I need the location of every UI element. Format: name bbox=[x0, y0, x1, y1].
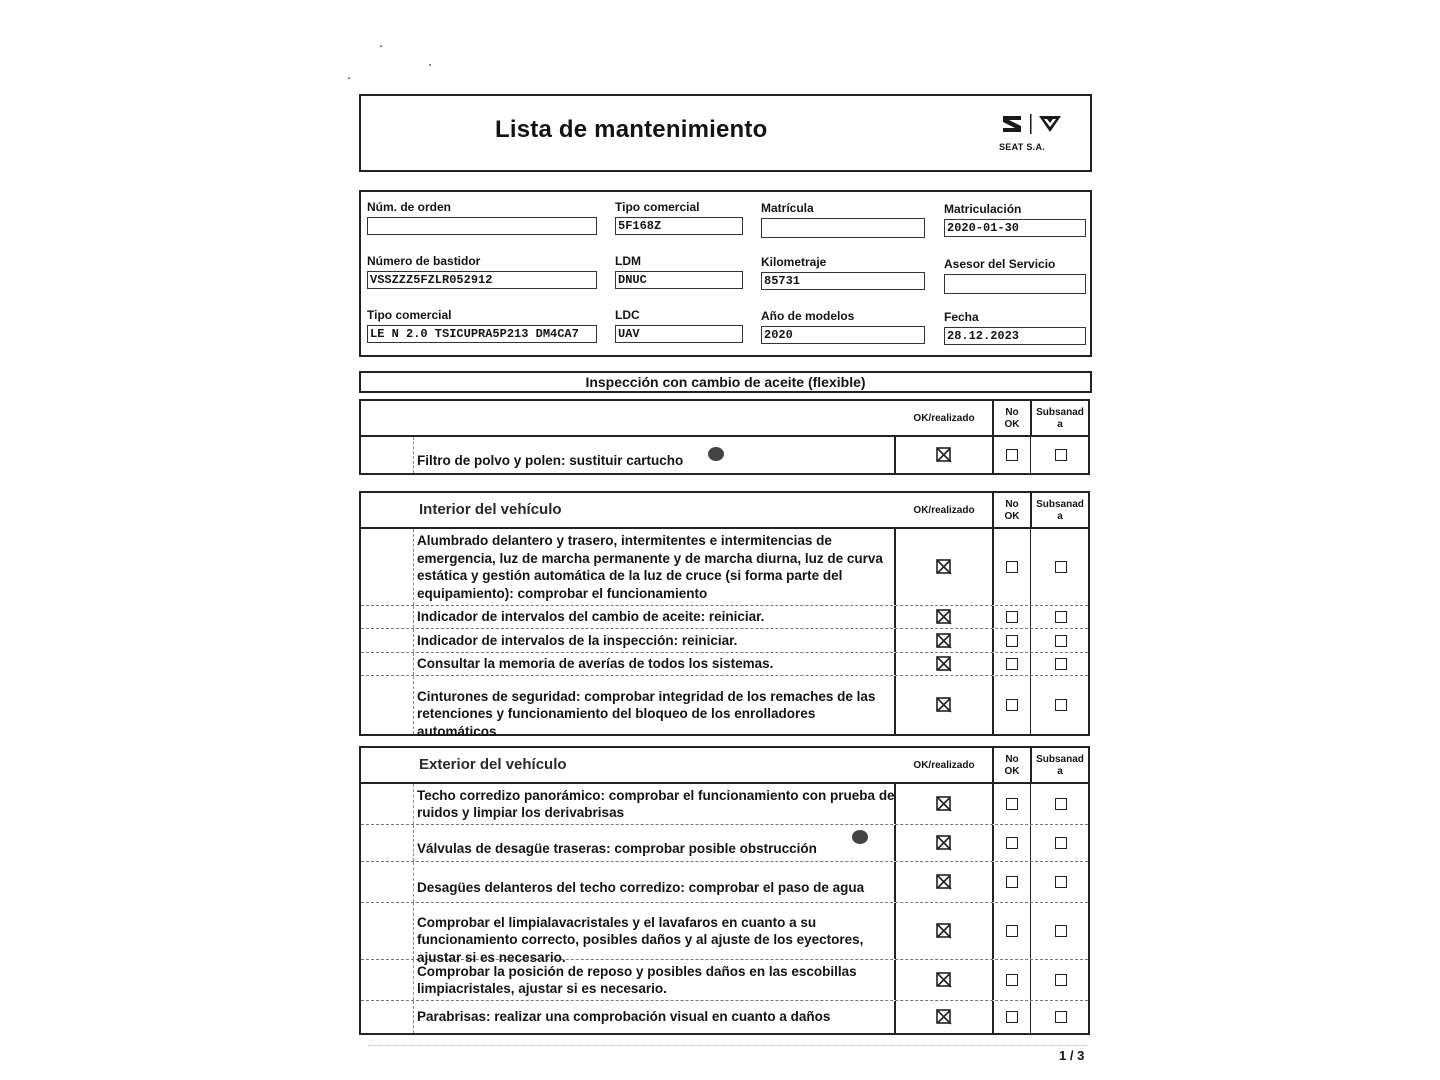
column-divider bbox=[992, 529, 994, 605]
checklist-row bbox=[361, 529, 1088, 606]
not-ok-checkbox[interactable] bbox=[1006, 1011, 1018, 1023]
ok-checkbox-checked[interactable] bbox=[935, 446, 953, 464]
col-not-ok-header: No OK bbox=[1004, 499, 1020, 522]
fixed-checkbox[interactable] bbox=[1055, 658, 1067, 670]
date-label: Fecha bbox=[944, 310, 979, 324]
section-header bbox=[361, 748, 1088, 784]
rows-container bbox=[361, 529, 1088, 739]
header-divider bbox=[1030, 493, 1032, 527]
column-divider bbox=[1030, 676, 1031, 734]
not-ok-checkbox[interactable] bbox=[1006, 876, 1018, 888]
checklist-row bbox=[361, 862, 1088, 903]
section-title: Exterior del vehículo bbox=[419, 756, 567, 773]
column-divider bbox=[992, 629, 994, 652]
commercial-type-value[interactable]: LE N 2.0 TSICUPRA5P213 DM4CA7 bbox=[367, 325, 597, 343]
column-divider bbox=[1030, 437, 1031, 473]
column-divider bbox=[992, 903, 994, 959]
exterior-section bbox=[359, 746, 1090, 1035]
model-year-label: Año de modelos bbox=[761, 309, 855, 323]
column-divider bbox=[413, 903, 415, 959]
fixed-checkbox[interactable] bbox=[1055, 561, 1067, 573]
not-ok-checkbox[interactable] bbox=[1006, 611, 1018, 623]
column-divider bbox=[1030, 1001, 1031, 1033]
ok-checkbox-checked[interactable] bbox=[935, 558, 953, 576]
not-ok-checkbox[interactable] bbox=[1006, 658, 1018, 670]
mileage-field bbox=[761, 255, 925, 290]
checklist-row bbox=[361, 629, 1088, 653]
ldc-value[interactable]: UAV bbox=[615, 325, 743, 343]
ok-checkbox-checked[interactable] bbox=[935, 1008, 953, 1026]
column-divider bbox=[1030, 653, 1031, 675]
checklist-item-text: Comprobar la posición de reposo y posibles daños en las escobillas limpiacristales, ajustar si es necesario. bbox=[417, 963, 857, 996]
order-number-value[interactable] bbox=[367, 217, 597, 235]
order-number-label: Núm. de orden bbox=[367, 200, 452, 214]
page-number: 1 / 3 bbox=[1059, 1048, 1085, 1063]
checklist-item-text: Filtro de polvo y polen: sustituir cartucho bbox=[417, 453, 684, 469]
not-ok-checkbox[interactable] bbox=[1006, 798, 1018, 810]
vehicle-info-block bbox=[359, 190, 1092, 357]
ok-checkbox-checked[interactable] bbox=[935, 795, 953, 813]
column-divider bbox=[992, 1001, 994, 1033]
checklist-item-text: Alumbrado delantero y trasero, intermitentes e intermitencias de emergencia, luz de marcha permanente y de marcha diurna, luz de curva estática y gestión automática de la luz de cruce (si forma parte del equipamiento): comprobar el funcionamiento bbox=[417, 533, 883, 601]
advisor-label: Asesor del Servicio bbox=[944, 257, 1056, 271]
advisor-field bbox=[944, 257, 1086, 294]
header-divider bbox=[1030, 748, 1032, 782]
column-divider bbox=[413, 437, 415, 473]
not-ok-checkbox[interactable] bbox=[1006, 635, 1018, 647]
ok-checkbox-checked[interactable] bbox=[935, 632, 953, 650]
checklist-row bbox=[361, 960, 1088, 1001]
fixed-checkbox[interactable] bbox=[1055, 925, 1067, 937]
checklist-row bbox=[361, 1001, 1088, 1033]
column-divider bbox=[1030, 784, 1031, 824]
col-ok-header: OK/realizado bbox=[913, 505, 975, 516]
checklist-row bbox=[361, 437, 1088, 473]
column-divider bbox=[992, 676, 994, 734]
col-fixed-header: Subsanad a bbox=[1036, 754, 1084, 777]
date-value[interactable]: 28.12.2023 bbox=[944, 327, 1086, 345]
ok-checkbox-checked[interactable] bbox=[935, 834, 953, 852]
date-field bbox=[944, 310, 1086, 345]
document-title: Lista de mantenimiento bbox=[495, 116, 768, 143]
marker-dot-icon bbox=[852, 830, 868, 844]
checklist-item-text: Indicador de intervalos de la inspección: reiniciar. bbox=[417, 632, 738, 648]
checklist-row bbox=[361, 606, 1088, 629]
checklist-item-text: Desagües delanteros del techo corredizo: comprobar el paso de agua bbox=[417, 880, 865, 896]
checklist-row bbox=[361, 903, 1088, 965]
column-divider bbox=[1030, 903, 1031, 959]
col-not-ok-header: No OK bbox=[1004, 754, 1020, 777]
column-divider bbox=[413, 1001, 415, 1033]
section-header bbox=[361, 401, 1088, 437]
fixed-checkbox[interactable] bbox=[1055, 837, 1067, 849]
rows-container bbox=[361, 437, 1088, 473]
ldm-value[interactable]: DNUC bbox=[615, 271, 743, 289]
seat-cupra-logo-icon bbox=[1001, 112, 1065, 136]
fixed-checkbox[interactable] bbox=[1055, 449, 1067, 461]
column-divider bbox=[992, 653, 994, 675]
ok-checkbox-checked[interactable] bbox=[935, 608, 953, 626]
checklist-item-text: Indicador de intervalos del cambio de aceite: reiniciar. bbox=[417, 609, 765, 625]
checklist-row bbox=[361, 676, 1088, 739]
vin-label: Número de bastidor bbox=[367, 254, 481, 268]
model-year-field bbox=[761, 309, 925, 344]
plate-value[interactable] bbox=[761, 218, 925, 238]
ok-checkbox-checked[interactable] bbox=[935, 655, 953, 673]
brand-caption: SEAT S.A. bbox=[999, 142, 1046, 152]
column-divider bbox=[992, 784, 994, 824]
registration-value[interactable]: 2020-01-30 bbox=[944, 219, 1086, 237]
not-ok-checkbox[interactable] bbox=[1006, 561, 1018, 573]
registration-field bbox=[944, 202, 1086, 237]
section-header bbox=[361, 493, 1088, 529]
ldm-field bbox=[615, 254, 743, 289]
model-year-value[interactable]: 2020 bbox=[761, 326, 925, 344]
footer-rule bbox=[368, 1045, 1088, 1046]
checklist-item-text: Parabrisas: realizar una comprobación visual en cuanto a daños bbox=[417, 1009, 831, 1025]
column-divider bbox=[1030, 629, 1031, 652]
ok-checkbox-checked[interactable] bbox=[935, 971, 953, 989]
header-divider bbox=[1030, 401, 1032, 435]
ldm-label: LDM bbox=[615, 254, 641, 268]
column-divider bbox=[1030, 529, 1031, 605]
column-divider bbox=[413, 862, 415, 902]
scan-speck bbox=[380, 45, 382, 47]
ok-checkbox-checked[interactable] bbox=[935, 922, 953, 940]
ldc-field bbox=[615, 308, 743, 343]
filter-section bbox=[359, 399, 1090, 475]
checklist-item-text: Comprobar el limpialavacristales y el lavafaros en cuanto a su funcionamiento correcto, posibles daños y al ajuste de los eyectores, ajustar si es necesario. bbox=[417, 914, 864, 965]
plate-label: Matrícula bbox=[761, 201, 814, 215]
section-title: Interior del vehículo bbox=[419, 501, 562, 518]
header-divider bbox=[992, 748, 994, 782]
fixed-checkbox[interactable] bbox=[1055, 1011, 1067, 1023]
scan-speck bbox=[429, 64, 431, 66]
vin-value[interactable]: VSSZZZ5FZLR052912 bbox=[367, 271, 597, 289]
column-divider bbox=[992, 437, 994, 473]
mileage-value[interactable]: 85731 bbox=[761, 272, 925, 290]
header-divider bbox=[992, 401, 994, 435]
ldc-label: LDC bbox=[615, 308, 640, 322]
column-divider bbox=[1030, 606, 1031, 628]
checklist-item-text: Techo corredizo panorámico: comprobar el funcionamiento con prueba de ruidos y limpiar los derivabrisas bbox=[417, 787, 895, 820]
column-divider bbox=[413, 825, 415, 861]
inspection-banner: Inspección con cambio de aceite (flexible) bbox=[359, 371, 1092, 393]
column-divider bbox=[1030, 825, 1031, 861]
commercial-type-code-field bbox=[615, 200, 743, 235]
fixed-checkbox[interactable] bbox=[1055, 876, 1067, 888]
not-ok-checkbox[interactable] bbox=[1006, 974, 1018, 986]
fixed-checkbox[interactable] bbox=[1055, 635, 1067, 647]
vin-field bbox=[367, 254, 597, 289]
col-ok-header: OK/realizado bbox=[913, 413, 975, 424]
not-ok-checkbox[interactable] bbox=[1006, 837, 1018, 849]
plate-field bbox=[761, 201, 925, 238]
document-header bbox=[359, 94, 1092, 172]
commercial-type-code-value[interactable]: 5F168Z bbox=[615, 217, 743, 235]
column-divider bbox=[413, 606, 415, 628]
fixed-checkbox[interactable] bbox=[1055, 611, 1067, 623]
column-divider bbox=[992, 960, 994, 1000]
column-divider bbox=[1030, 960, 1031, 1000]
column-divider bbox=[413, 676, 415, 734]
col-fixed-header: Subsanad a bbox=[1036, 499, 1084, 522]
column-divider bbox=[992, 825, 994, 861]
fixed-checkbox[interactable] bbox=[1055, 699, 1067, 711]
commercial-type-field bbox=[367, 308, 597, 343]
header-divider bbox=[992, 493, 994, 527]
rows-container bbox=[361, 784, 1088, 1033]
checklist-row bbox=[361, 653, 1088, 676]
checklist-row bbox=[361, 825, 1088, 862]
column-divider bbox=[413, 629, 415, 652]
commercial-type-label: Tipo comercial bbox=[367, 308, 452, 322]
order-number-field bbox=[367, 200, 597, 235]
col-not-ok-header: No OK bbox=[1004, 407, 1020, 430]
column-divider bbox=[413, 960, 415, 1000]
registration-label: Matriculación bbox=[944, 202, 1022, 216]
interior-section bbox=[359, 491, 1090, 739]
not-ok-checkbox[interactable] bbox=[1006, 449, 1018, 461]
column-divider bbox=[992, 862, 994, 902]
checklist-item-text: Cinturones de seguridad: comprobar integridad de los remaches de las retenciones y funcionamiento del bloqueo de los enrolladores automáticos bbox=[417, 688, 876, 739]
checklist-item-text: Válvulas de desagüe traseras: comprobar posible obstrucción bbox=[417, 841, 817, 857]
column-divider bbox=[413, 784, 415, 824]
commercial-type-code-label: Tipo comercial bbox=[615, 200, 700, 214]
marker-dot-icon bbox=[708, 447, 724, 461]
fixed-checkbox[interactable] bbox=[1055, 974, 1067, 986]
scan-speck bbox=[348, 77, 350, 79]
ok-checkbox-checked[interactable] bbox=[935, 696, 953, 714]
col-ok-header: OK/realizado bbox=[913, 760, 975, 771]
mileage-label: Kilometraje bbox=[761, 255, 827, 269]
not-ok-checkbox[interactable] bbox=[1006, 925, 1018, 937]
checklist-item-text: Consultar la memoria de averías de todos los sistemas. bbox=[417, 656, 774, 672]
ok-checkbox-checked[interactable] bbox=[935, 873, 953, 891]
col-fixed-header: Subsanad a bbox=[1036, 407, 1084, 430]
advisor-value[interactable] bbox=[944, 274, 1086, 294]
checklist-row bbox=[361, 784, 1088, 825]
column-divider bbox=[413, 529, 415, 605]
fixed-checkbox[interactable] bbox=[1055, 798, 1067, 810]
column-divider bbox=[413, 653, 415, 675]
not-ok-checkbox[interactable] bbox=[1006, 699, 1018, 711]
column-divider bbox=[992, 606, 994, 628]
column-divider bbox=[1030, 862, 1031, 902]
